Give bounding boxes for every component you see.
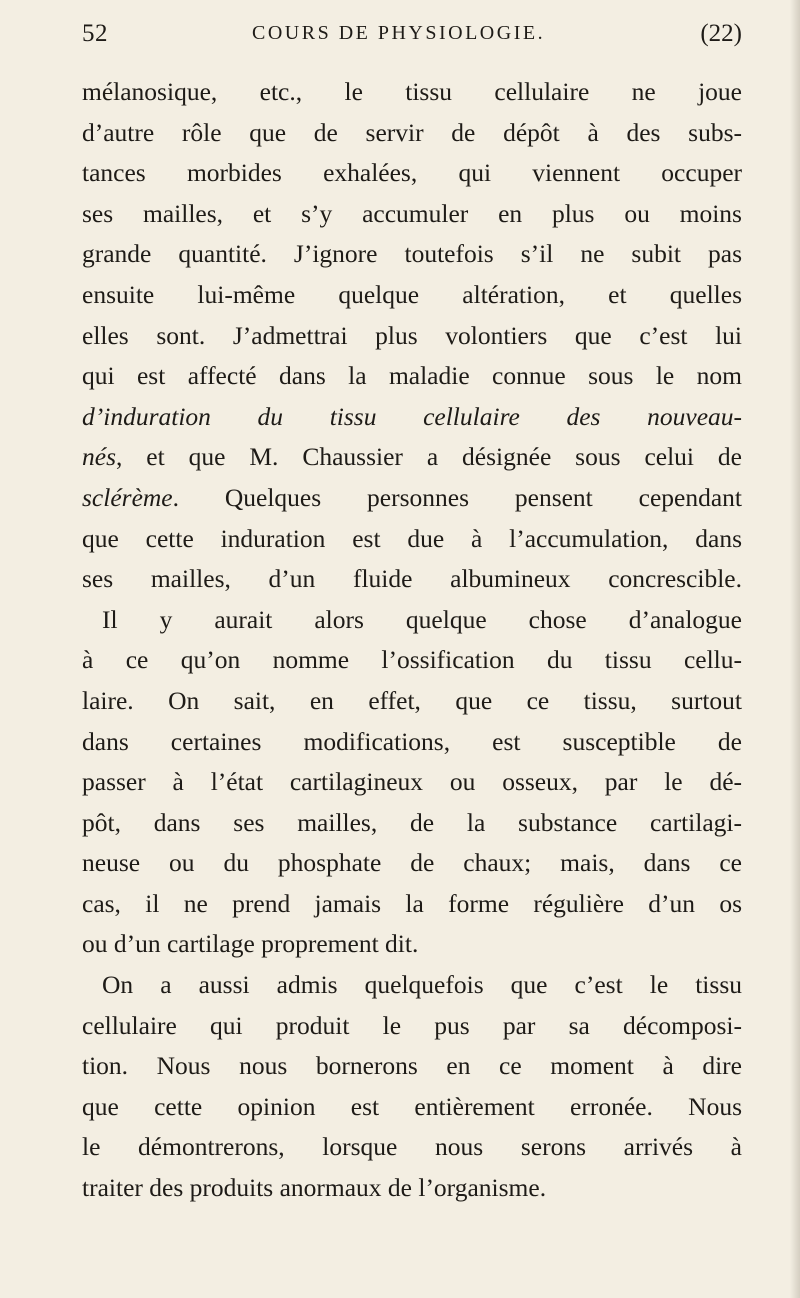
text-line <box>82 397 742 438</box>
text-line <box>82 437 742 478</box>
text-line: neuse ou du phosphate de chaux; mais, dans ce <box>82 848 742 878</box>
text-line: grande quantité. J’ignore toutefois s’il ne subit pas <box>82 239 742 269</box>
line-remainder: . Quelques personnes pensent cependant <box>172 482 742 512</box>
text-line: le démontrerons, lorsque nous serons arrivés à <box>82 1132 742 1162</box>
running-title: COURS DE PHYSIOLOGIE. <box>252 22 546 44</box>
italic-term: d’induration du tissu cellulaire des nouveau- <box>82 401 742 431</box>
text-line: que cette induration est due à l’accumulation, dans <box>82 523 742 553</box>
italic-term: nés <box>82 442 116 472</box>
text-line: tion. Nous nous bornerons en ce moment à dire <box>82 1051 742 1081</box>
text-line: dans certaines modifications, est susceptible de <box>82 726 742 756</box>
text-line: cas, il ne prend jamais la forme régulière d’un os <box>82 888 742 918</box>
text-line: Il y aurait alors quelque chose d’analogue <box>102 604 742 634</box>
text-line <box>82 478 742 519</box>
text-line: d’autre rôle que de servir de dépôt à des subs- <box>82 117 742 147</box>
signature-mark: (22) <box>700 20 742 47</box>
text-line: ou d’un cartilage proprement dit. <box>82 929 419 959</box>
body-text <box>82 72 742 1209</box>
page-number: 52 <box>82 20 108 47</box>
text-line: On a aussi admis quelquefois que c’est le tissu <box>102 970 742 1000</box>
italic-term: sclérème <box>82 482 173 512</box>
text-line: pôt, dans ses mailles, de la substance cartilagi- <box>82 807 742 837</box>
text-line: laire. On sait, en effet, que ce tissu, surtout <box>82 685 742 715</box>
text-line: que cette opinion est entièrement erronée. Nous <box>82 1091 742 1121</box>
text-line: ses mailles, et s’y accumuler en plus ou moins <box>82 198 742 228</box>
text-line: elles sont. J’admettrai plus volontiers que c’est lui <box>82 320 742 350</box>
page-header <box>82 20 742 54</box>
text-line: tances morbides exhalées, qui viennent occuper <box>82 158 742 188</box>
text-line: qui est affecté dans la maladie connue sous le nom <box>82 361 742 391</box>
text-line: ses mailles, d’un fluide albumineux concrescible. <box>82 564 742 594</box>
page-edge-shadow <box>790 0 800 1298</box>
text-line: cellulaire qui produit le pus par sa décomposi- <box>82 1010 742 1040</box>
line-remainder: , et que M. Chaussier a désignée sous celui de <box>116 442 742 472</box>
text-line: traiter des produits anormaux de l’organisme. <box>82 1173 547 1203</box>
text-line: à ce qu’on nomme l’ossification du tissu cellu- <box>82 645 742 675</box>
text-line: mélanosique, etc., le tissu cellulaire ne joue <box>82 77 742 106</box>
text-line: ensuite lui-même quelque altération, et quelles <box>82 279 742 309</box>
text-line: passer à l’état cartilagineux ou osseux, par le dé- <box>82 767 742 797</box>
